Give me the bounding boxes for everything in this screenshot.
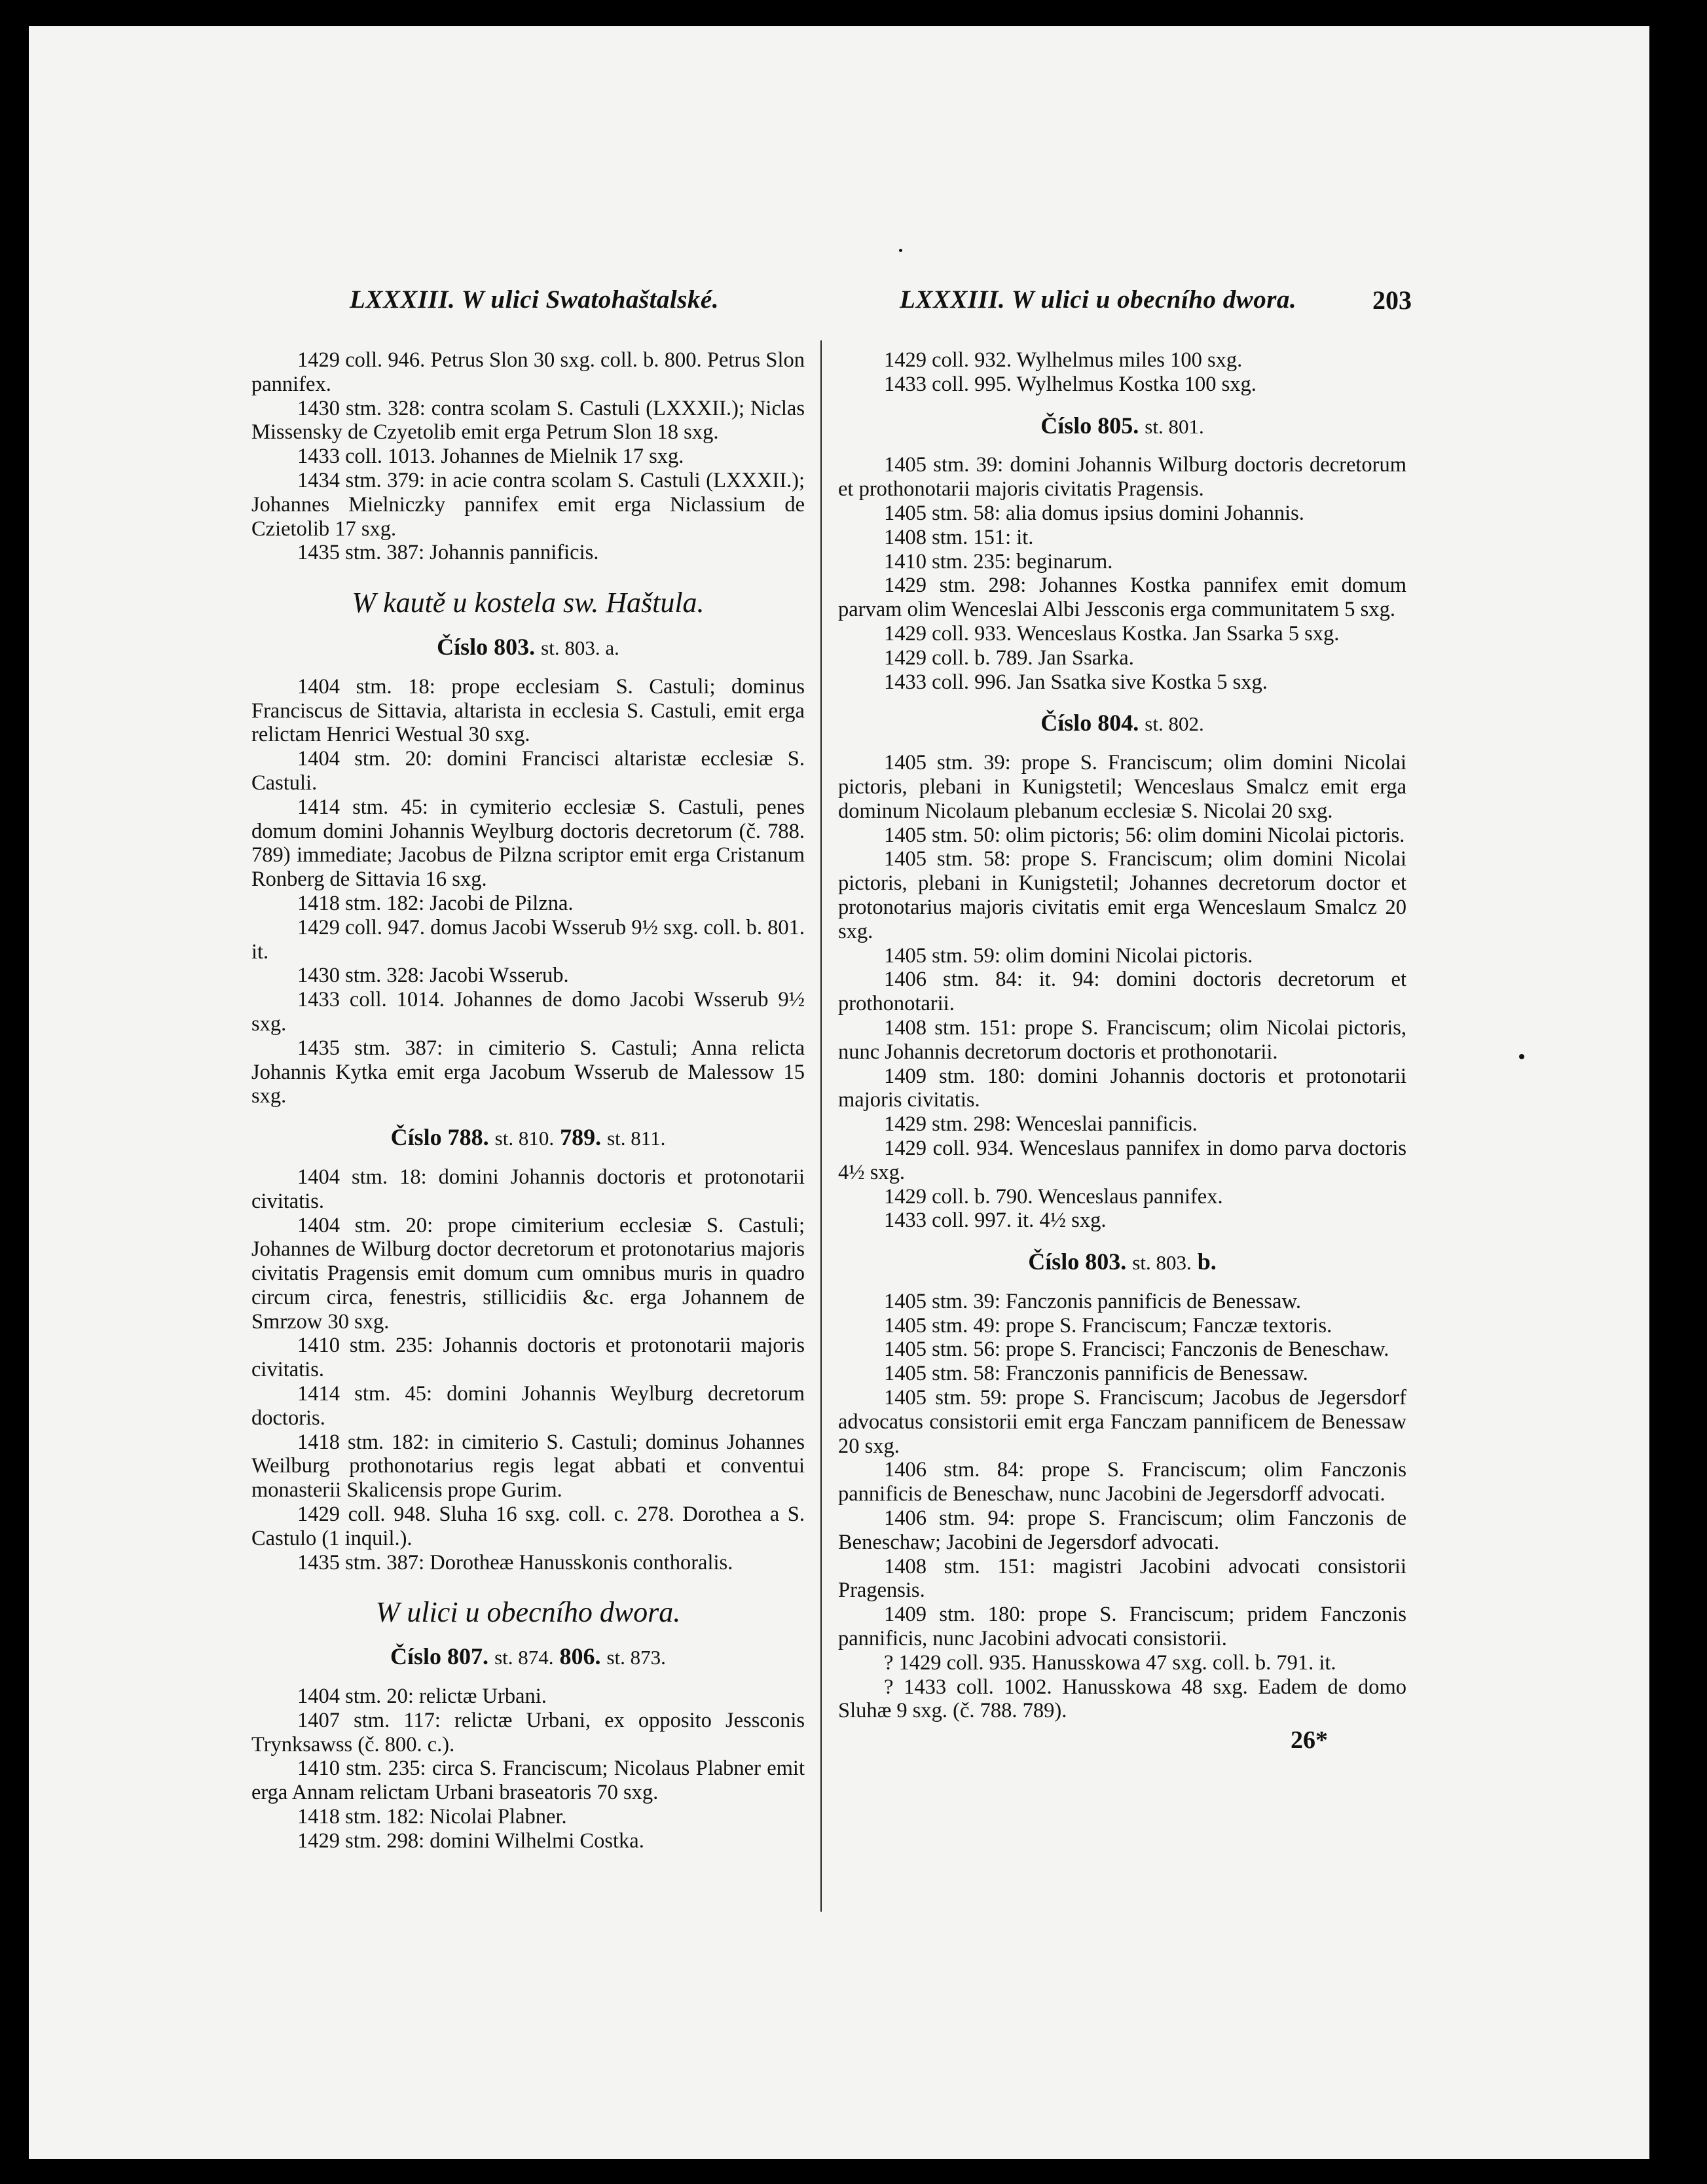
register-entry: ? 1433 coll. 1002. Hanusskowa 48 sxg. Eadem de domo Sluhæ 9 sxg. (č. 788. 789).	[838, 1675, 1406, 1723]
street-number: st. 803.	[1132, 1251, 1192, 1275]
running-header-right: LXXXIII. W ulici u obecního dwora.	[900, 285, 1297, 314]
house-number: Číslo 788.	[390, 1124, 489, 1151]
register-entry: 1429 stm. 298: Johannes Kostka pannifex emit domum parvam olim Wenceslai Albi Jessconis erga communitatem 5 sxg.	[838, 573, 1406, 622]
register-entry: 1429 coll. 948. Sluha 16 sxg. coll. c. 278. Dorothea a S. Castulo (1 inquil.).	[251, 1502, 805, 1550]
street-number: st. 803. a.	[541, 636, 619, 659]
register-entry: 1435 stm. 387: Johannis pannificis.	[297, 541, 599, 565]
register-entry: 1433 coll. 995. Wylhelmus Kostka 100 sxg.	[884, 372, 1257, 396]
register-entry: 1418 stm. 182: Jacobi de Pilzna.	[297, 891, 574, 915]
register-entry: 1410 stm. 235: beginarum.	[884, 549, 1113, 573]
right-column	[838, 348, 1406, 1753]
left-column	[251, 348, 805, 1853]
register-entry: 1405 stm. 58: Franczonis pannificis de Benessaw.	[884, 1362, 1308, 1386]
register-entry: 1429 coll. b. 790. Wenceslaus pannifex.	[884, 1184, 1223, 1209]
register-entry: 1405 stm. 59: prope S. Franciscum; Jacobus de Jegersdorf advocatus consistorii emit erga Fanczam pannificem de Benessaw 20 sxg.	[838, 1386, 1406, 1458]
house-number: Číslo 804.	[1040, 710, 1139, 737]
register-entry: 1429 stm. 298: domini Wilhelmi Costka.	[297, 1829, 644, 1853]
register-entry: 1418 stm. 182: Nicolai Plabner.	[297, 1805, 567, 1829]
register-entry: 1429 coll. 946. Petrus Slon 30 sxg. coll. b. 800. Petrus Slon pannifex.	[251, 348, 805, 396]
register-entry: 1405 stm. 39: Fanczonis pannificis de Benessaw.	[884, 1289, 1301, 1313]
register-entry: 1430 stm. 328: Jacobi Wsserub.	[297, 964, 569, 988]
house-number: b.	[1197, 1248, 1217, 1275]
register-entry: 1408 stm. 151: prope S. Franciscum; olim Nicolai pictoris, nunc Johannis decretorum doctoris et prothonotarii.	[838, 1015, 1406, 1064]
register-entry: 1418 stm. 182: in cimiterio S. Castuli; dominus Johannes Weilburg prothonotarius regis legat abbati et conventui monasterii Skalicensis prope Gurim.	[251, 1430, 805, 1502]
house-number-heading	[838, 1250, 1406, 1275]
register-entry: 1405 stm. 39: prope S. Franciscum; olim domini Nicolai pictoris, plebani in Kunigstetil; Wenceslaus Smalcz emit erga dominum Nicolaum plebanum ecclesiæ S. Nicolai 20 sxg.	[838, 751, 1406, 823]
register-entry: 1404 stm. 18: prope ecclesiam S. Castuli; dominus Franciscus de Sittavia, altarista in ecclesia S. Castuli, emit erga relictam Henrici Westual 30 sxg.	[251, 674, 805, 747]
register-entry: 1406 stm. 94: prope S. Franciscum; olim Fanczonis de Beneschaw; Jacobini de Jegersdorf advocati.	[838, 1506, 1406, 1554]
register-entry: 1404 stm. 20: prope cimiterium ecclesiæ S. Castuli; Johannes de Wilburg doctor decretorum et protonotarius majoris civitatis Pragensis emit domum cum omnibus muris in quadro circum circa, fenestris, stillicidiis &c. erga Johannem de Smrzow 30 sxg.	[251, 1213, 805, 1334]
register-entry: 1430 stm. 328: contra scolam S. Castuli (LXXXII.); Niclas Missensky de Czyetolib emit erga Petrum Slon 18 sxg.	[251, 396, 805, 445]
register-entry: 1429 coll. b. 789. Jan Ssarka.	[884, 646, 1134, 670]
house-number: 789.	[560, 1124, 602, 1151]
house-number: 806.	[559, 1643, 601, 1670]
register-entry: 1405 stm. 58: alia domus ipsius domini Johannis.	[884, 501, 1304, 525]
house-number-heading	[251, 1125, 805, 1151]
register-entry: 1405 stm. 56: prope S. Francisci; Fanczonis de Beneschaw.	[884, 1338, 1389, 1362]
register-entry: 1433 coll. 1014. Johannes de domo Jacobi Wsserub 9½ sxg.	[251, 988, 805, 1036]
register-entry: 1433 coll. 1013. Johannes de Mielnik 17 sxg.	[297, 445, 684, 469]
house-number-heading	[838, 711, 1406, 737]
register-entry: 1410 stm. 235: Johannis doctoris et protonotarii majoris civitatis.	[251, 1334, 805, 1382]
street-number: st. 873.	[606, 1646, 666, 1669]
register-entry: 1414 stm. 45: domini Johannis Weylburg decretorum doctoris.	[251, 1382, 805, 1430]
house-number: Číslo 805.	[1040, 412, 1139, 439]
register-entry: 1409 stm. 180: prope S. Franciscum; pridem Fanczonis pannificis, nunc Jacobini advocati consistorii.	[838, 1603, 1406, 1651]
street-number: st. 801.	[1145, 414, 1204, 438]
section-title: W ulici u obecního dwora.	[375, 1596, 681, 1629]
register-entry: 1405 stm. 59: olim domini Nicolai pictoris.	[884, 943, 1253, 968]
register-entry: 1429 coll. 933. Wenceslaus Kostka. Jan Ssarka 5 sxg.	[884, 621, 1340, 646]
register-entry: 1408 stm. 151: magistri Jacobini advocati consistorii Pragensis.	[838, 1554, 1406, 1603]
register-entry: 1404 stm. 18: domini Johannis doctoris et protonotarii civitatis.	[251, 1165, 805, 1213]
register-entry: 1405 stm. 58: prope S. Franciscum; olim domini Nicolai pictoris, plebani in Kunigstetil; Johannes decretorum doctor et protonotarius majoris civitatis emit erga Wenceslaum Smalcz 20 sxg.	[838, 847, 1406, 943]
register-entry: 1433 coll. 996. Jan Ssatka sive Kostka 5 sxg.	[884, 670, 1268, 694]
register-entry: 1435 stm. 387: in cimiterio S. Castuli; Anna relicta Johannis Kytka emit erga Jacobum Wsserub de Malessow 15 sxg.	[251, 1036, 805, 1108]
page-number: 203	[1372, 285, 1412, 315]
printer-signature: 26*	[1291, 1726, 1328, 1755]
register-entry: 1433 coll. 997. it. 4½ sxg.	[884, 1209, 1107, 1233]
column-divider	[820, 340, 822, 1912]
register-entry: 1414 stm. 45: in cymiterio ecclesiæ S. Castuli, penes domum domini Johannis Weylburg doctoris decretorum (č. 788. 789) immediate; Jacobus de Pilzna scriptor emit erga Cristanum Ronberg de Sittavia 16 sxg.	[251, 795, 805, 892]
running-header-left: LXXXIII. W ulici Swatohaštalské.	[350, 285, 719, 314]
register-entry: 1429 coll. 934. Wenceslaus pannifex in domo parva doctoris 4½ sxg.	[838, 1136, 1406, 1184]
register-entry: 1405 stm. 50: olim pictoris; 56: olim domini Nicolai pictoris.	[884, 823, 1405, 847]
street-number: st. 811.	[607, 1127, 666, 1150]
register-entry: 1406 stm. 84: prope S. Franciscum; olim Fanczonis pannificis de Beneschaw, nunc Jacobini de Jegersdorff advocati.	[838, 1458, 1406, 1506]
house-number-heading	[838, 414, 1406, 439]
section-title: W kautě u kostela sw. Haštula.	[352, 587, 705, 619]
register-entry: 1404 stm. 20: relictæ Urbani.	[297, 1684, 547, 1709]
street-number: st. 874.	[494, 1646, 554, 1669]
margin-dot	[899, 249, 902, 252]
register-entry: ? 1429 coll. 935. Hanusskowa 47 sxg. coll. b. 791. it.	[884, 1650, 1336, 1675]
register-entry: 1405 stm. 49: prope S. Franciscum; Fanczæ textoris.	[884, 1313, 1332, 1338]
register-entry: 1429 stm. 298: Wenceslai pannificis.	[884, 1112, 1198, 1137]
register-entry: 1405 stm. 39: domini Johannis Wilburg doctoris decretorum et prothonotarii majoris civitatis Pragensis.	[838, 453, 1406, 501]
page-sheet	[29, 26, 1649, 2159]
street-number: st. 802.	[1145, 712, 1204, 736]
street-number: st. 810.	[494, 1127, 555, 1150]
register-entry: 1429 coll. 932. Wylhelmus miles 100 sxg.	[884, 348, 1243, 372]
register-entry: 1434 stm. 379: in acie contra scolam S. Castuli (LXXXII.); Johannes Mielniczky pannifex emit erga Niclassium de Czietolib 17 sxg.	[251, 468, 805, 541]
register-entry: 1410 stm. 235: circa S. Franciscum; Nicolaus Plabner emit erga Annam relictam Urbani braseatoris 70 sxg.	[251, 1756, 805, 1805]
register-entry: 1406 stm. 84: it. 94: domini doctoris decretorum et prothonotarii.	[838, 968, 1406, 1016]
margin-dot	[1519, 1054, 1524, 1059]
register-entry: 1404 stm. 20: domini Francisci altaristæ ecclesiæ S. Castuli.	[251, 747, 805, 795]
house-number: Číslo 803.	[437, 633, 536, 660]
house-number: Číslo 803.	[1028, 1248, 1127, 1275]
register-entry: 1435 stm. 387: Dorotheæ Hanusskonis conthoralis.	[297, 1550, 733, 1574]
register-entry: 1409 stm. 180: domini Johannis doctoris et protonotarii majoris civitatis.	[838, 1064, 1406, 1112]
house-number: Číslo 807.	[390, 1643, 489, 1670]
house-number-heading	[251, 635, 805, 661]
register-entry: 1429 coll. 947. domus Jacobi Wsserub 9½ sxg. coll. b. 801. it.	[251, 915, 805, 964]
register-entry: 1407 stm. 117: relictæ Urbani, ex opposito Jessconis Trynksawss (č. 800. c.).	[251, 1708, 805, 1756]
house-number-heading	[251, 1645, 805, 1670]
register-entry: 1408 stm. 151: it.	[884, 525, 1034, 549]
